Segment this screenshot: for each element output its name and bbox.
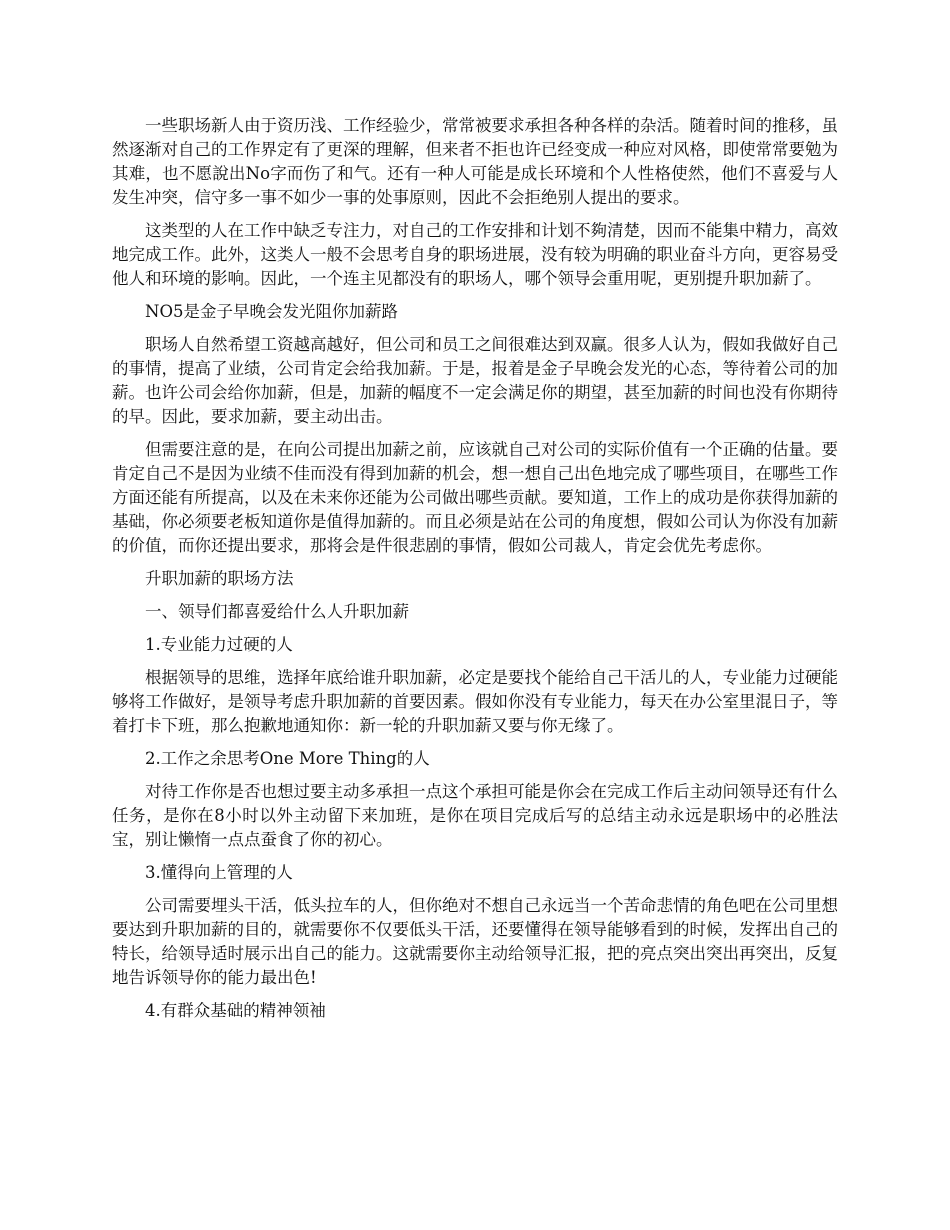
section-heading: NO5是金子早晚会发光阻你加薪路: [145, 302, 398, 321]
section-heading: 4.有群众基础的精神领袖: [145, 1001, 326, 1020]
paragraph: 职场人自然希望工资越高越好，但公司和员工之间很难达到双赢。很多人认为，假如我做好自己的事情，提高了业绩，公司肯定会给我加薪。于是，报着是金子早晚会发光的心态，等待着公司的加薪。也许公司会给你加薪，但是，加薪的幅度不一定会满足你的期望，甚至加薪的时间也没有你期待的早。因此，要求加薪，要主动出击。: [112, 335, 838, 426]
section-heading: 2.工作之余思考One More Thing的人: [145, 749, 430, 768]
document-page: [112, 114, 838, 1032]
paragraph: 公司需要埋头干活，低头拉车的人，但你绝对不想自己永远当一个苦命悲情的角色吧在公司里想要达到升职加薪的目的，就需要你不仅要低头干活，还要懂得在领导能够看到的时候，发挥出自己的特长，给领导适时展示出自己的能力。这就需要你主动给领导汇报，把的亮点突出突出再突出，反复地告诉领导你的能力最出色!: [112, 896, 838, 987]
paragraph: 对待工作你是否也想过要主动多承担一点这个承担可能是你会在完成工作后主动问领导还有什么任务，是你在8小时以外主动留下来加班，是你在项目完成后写的总结主动永远是职场中的必胜法宝，别让懒惰一点点蚕食了你的初心。: [112, 782, 838, 849]
paragraph: 一些职场新人由于资历浅、工作经验少，常常被要求承担各种各样的杂活。随着时间的推移，虽然逐渐对自己的工作界定有了更深的理解，但来者不拒也许已经变成一种应对风格，即使常常要勉为其难，也不愿說出No字而伤了和气。还有一种人可能是成长环境和个人性格使然，他们不喜爱与人发生冲突，信守多一事不如少一事的处事原则，因此不会拒绝别人提出的要求。: [112, 116, 838, 207]
section-heading: 3.懂得向上管理的人: [145, 863, 293, 882]
paragraph: 根据领导的思维，选择年底给谁升职加薪，必定是要找个能给自己干活儿的人，专业能力过硬能够将工作做好，是领导考虑升职加薪的首要因素。假如你没有专业能力，每天在办公室里混日子，等着打卡下班，那么抱歉地通知你：新一轮的升职加薪又要与你无缘了。: [112, 668, 838, 735]
paragraph: 但需要注意的是，在向公司提出加薪之前，应该就自己对公司的实际价值有一个正确的估量。要肯定自己不是因为业绩不佳而没有得到加薪的机会，想一想自己出色地完成了哪些项目，在哪些工作方面还能有所提高，以及在未来你还能为公司做出哪些贡献。要知道，工作上的成功是你获得加薪的基础，你必须要老板知道你是值得加薪的。而且必须是站在公司的角度想，假如公司认为你没有加薪的价值，而你还提出要求，那将会是件很悲剧的事情，假如公司裁人，肯定会优先考虑你。: [112, 440, 838, 555]
section-heading: 升职加薪的职场方法: [145, 569, 294, 588]
paragraph: 这类型的人在工作中缺乏专注力，对自己的工作安排和计划不夠清楚，因而不能集中精力，高效地完成工作。此外，这类人一般不会思考自身的职场进展，没有较为明确的职业奋斗方向，更容易受他人和环境的影响。因此，一个连主见都没有的职场人，哪个领导会重用呢，更别提升职加薪了。: [112, 221, 838, 288]
section-heading: 一、领导们都喜爱给什么人升职加薪: [145, 602, 409, 621]
section-heading: 1.专业能力过硬的人: [145, 635, 293, 654]
